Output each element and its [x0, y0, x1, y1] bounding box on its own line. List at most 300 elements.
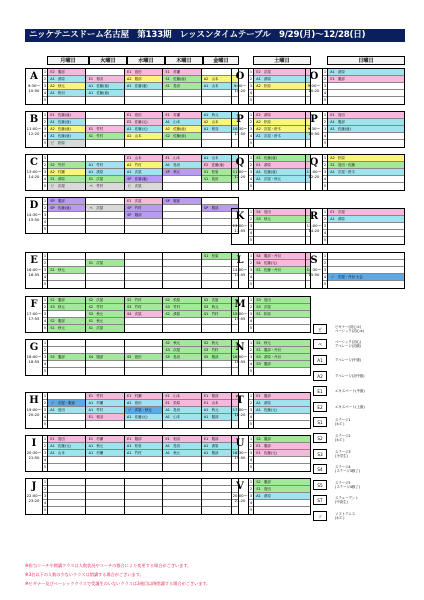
- coach-name: 秋元: [211, 305, 219, 309]
- class-slot[interactable]: [254, 112, 311, 119]
- class-slot[interactable]: [328, 119, 405, 126]
- class-slot[interactable]: [48, 318, 85, 325]
- class-slot[interactable]: [328, 126, 405, 133]
- coach-name: 竹村: [96, 305, 104, 309]
- class-code: S3: [88, 312, 94, 316]
- class-slot[interactable]: [163, 407, 200, 414]
- class-code: A1: [88, 170, 94, 174]
- class-slot[interactable]: [48, 304, 85, 311]
- class-code: S3: [256, 217, 261, 221]
- coach-name: 松原: [211, 170, 219, 174]
- class-slot[interactable]: [48, 140, 85, 147]
- class-slot[interactable]: [163, 76, 200, 83]
- class-code: S1: [88, 177, 94, 181]
- coach-name: 村瀬: [173, 70, 180, 74]
- coach-name: 秋元: [58, 84, 65, 88]
- class-slot[interactable]: [48, 297, 85, 304]
- class-slot[interactable]: [254, 155, 311, 162]
- class-slot[interactable]: [163, 400, 200, 407]
- day-column: [86, 340, 124, 375]
- day-column: [48, 253, 86, 288]
- class-slot: [163, 507, 200, 514]
- class-slot[interactable]: [125, 198, 162, 205]
- class-code: A1: [203, 127, 209, 131]
- class-slot[interactable]: [163, 347, 200, 354]
- class-slot: [163, 318, 200, 325]
- class-code: A1: [330, 70, 335, 74]
- class-slot[interactable]: [254, 340, 311, 347]
- class-slot[interactable]: [86, 407, 123, 414]
- class-slot[interactable]: [125, 297, 162, 304]
- class-slot[interactable]: [254, 311, 311, 318]
- class-slot[interactable]: [125, 393, 162, 400]
- class-slot[interactable]: [125, 83, 162, 90]
- class-code: A2: [50, 84, 55, 88]
- class-slot[interactable]: [48, 400, 85, 407]
- day-column: [48, 69, 86, 104]
- class-slot[interactable]: [254, 253, 311, 260]
- class-slot[interactable]: [125, 183, 162, 190]
- class-slot[interactable]: [125, 162, 162, 169]
- class-code: S1: [88, 326, 94, 330]
- class-slot[interactable]: [48, 69, 85, 76]
- row-numbers: 1 2 3 4 5: [43, 70, 47, 102]
- class-slot[interactable]: [86, 90, 123, 97]
- class-slot[interactable]: [163, 297, 200, 304]
- class-code: E1: [203, 437, 209, 441]
- class-slot: [125, 90, 162, 97]
- class-slot[interactable]: [328, 112, 405, 119]
- class-code: S1: [50, 268, 55, 272]
- class-slot: [48, 340, 85, 347]
- coach-name: 服部: [134, 77, 142, 81]
- class-code: S2: [165, 134, 170, 138]
- sun-block-Q: [305, 154, 405, 191]
- slot-time: 9:30～ 10:50: [307, 126, 321, 136]
- class-slot: [125, 464, 162, 471]
- class-slot[interactable]: [163, 83, 200, 90]
- class-slot[interactable]: [254, 479, 311, 486]
- class-slot[interactable]: [163, 450, 200, 457]
- class-slot: [163, 212, 200, 219]
- class-slot[interactable]: [254, 493, 311, 500]
- class-slot[interactable]: [163, 112, 200, 119]
- class-slot[interactable]: [163, 354, 200, 361]
- class-slot[interactable]: [254, 260, 311, 267]
- class-slot[interactable]: [48, 112, 85, 119]
- class-slot[interactable]: [48, 169, 85, 176]
- class-slot[interactable]: [125, 304, 162, 311]
- class-slot[interactable]: [125, 212, 162, 219]
- class-slot[interactable]: [254, 216, 311, 223]
- class-slot[interactable]: [254, 209, 311, 216]
- slot-letter: C: [30, 157, 38, 168]
- day-column: [254, 253, 311, 288]
- class-slot[interactable]: [254, 133, 311, 140]
- class-slot[interactable]: [328, 69, 405, 76]
- slot-label: [232, 479, 249, 514]
- class-slot[interactable]: [163, 162, 200, 169]
- class-slot[interactable]: [48, 76, 85, 83]
- legend-item: [313, 461, 405, 477]
- coach-name: 島田: [58, 408, 65, 412]
- class-slot[interactable]: [328, 209, 405, 216]
- class-slot[interactable]: [254, 450, 311, 457]
- class-slot[interactable]: [254, 176, 311, 183]
- class-slot[interactable]: [125, 169, 162, 176]
- note-1: ※担当コーチや開講クラスは人数状況やコーチの都合により変更する場合がございます。: [25, 563, 192, 568]
- legend-code: E2: [313, 402, 327, 412]
- slot-letter: G: [29, 342, 39, 353]
- class-slot[interactable]: [163, 198, 200, 205]
- row-numbers: 1 2 3 4 5: [43, 254, 47, 286]
- coach-name: 村瀬: [96, 437, 104, 441]
- coach-name: 次屋: [96, 326, 104, 330]
- class-slot: [163, 90, 200, 97]
- class-slot[interactable]: [254, 162, 311, 169]
- class-slot[interactable]: [125, 126, 162, 133]
- class-slot: [125, 340, 162, 347]
- class-code: A1: [88, 408, 94, 412]
- class-code: S3: [203, 305, 209, 309]
- class-code: SP: [127, 213, 132, 217]
- coach-name: 松原: [173, 401, 180, 405]
- class-code: S1: [203, 177, 209, 181]
- class-code: A1: [50, 444, 55, 448]
- class-slot[interactable]: [86, 436, 123, 443]
- class-code: S3: [256, 355, 261, 359]
- class-slot[interactable]: [86, 183, 123, 190]
- class-slot[interactable]: [125, 400, 162, 407]
- class-slot[interactable]: [125, 443, 162, 450]
- class-slot[interactable]: [48, 407, 85, 414]
- coach-name: 佐藤(亜): [58, 127, 71, 131]
- class-slot[interactable]: [48, 162, 85, 169]
- class-slot[interactable]: [254, 400, 311, 407]
- coach-name: 服部: [211, 394, 219, 398]
- class-slot[interactable]: [86, 260, 123, 267]
- coach-name: 竹村: [134, 163, 142, 167]
- slot-time: 10:30～ 11:50: [232, 126, 248, 136]
- class-slot: [86, 464, 123, 471]
- class-slot[interactable]: [48, 183, 85, 190]
- class-slot: [254, 237, 311, 244]
- class-slot: [86, 479, 123, 486]
- sun-block-P: [305, 111, 405, 148]
- class-slot[interactable]: [163, 126, 200, 133]
- class-slot[interactable]: [125, 176, 162, 183]
- day-column: [125, 393, 163, 428]
- class-code: A1: [165, 451, 170, 455]
- class-slot[interactable]: [328, 155, 405, 162]
- slot-label: [232, 297, 249, 332]
- class-slot[interactable]: [163, 393, 200, 400]
- class-slot[interactable]: [48, 83, 85, 90]
- class-slot[interactable]: [48, 176, 85, 183]
- legend-code: A1: [313, 355, 327, 365]
- class-slot[interactable]: [328, 162, 405, 169]
- slot-time: 13:00～ 14:20: [306, 223, 322, 233]
- coach-name: 次屋・鈴木: [264, 134, 281, 138]
- class-slot[interactable]: [254, 267, 311, 274]
- coach-name: 湊原: [96, 170, 104, 174]
- class-slot[interactable]: [86, 126, 123, 133]
- class-slot[interactable]: [163, 304, 200, 311]
- class-slot: [86, 155, 123, 162]
- class-slot[interactable]: [254, 443, 311, 450]
- legend-item: [313, 368, 405, 384]
- class-slot: [125, 493, 162, 500]
- class-slot[interactable]: [48, 325, 85, 332]
- class-slot[interactable]: [48, 126, 85, 133]
- class-code: S2: [165, 312, 170, 316]
- class-slot[interactable]: [86, 133, 123, 140]
- class-slot: [163, 325, 200, 332]
- class-slot[interactable]: [254, 76, 311, 83]
- class-slot[interactable]: [48, 354, 85, 361]
- class-code: A1: [88, 444, 94, 448]
- coach-name: 次屋: [338, 210, 345, 214]
- day-column: [328, 155, 405, 190]
- class-slot[interactable]: [86, 169, 123, 176]
- row-numbers: 1 2 3 4 5: [323, 254, 327, 286]
- class-slot[interactable]: [48, 119, 85, 126]
- class-slot[interactable]: [254, 393, 311, 400]
- class-slot[interactable]: [163, 169, 200, 176]
- class-code: SP: [165, 170, 170, 174]
- class-slot: [48, 507, 85, 514]
- class-slot: [125, 457, 162, 464]
- class-slot[interactable]: [254, 119, 311, 126]
- slot-label: [26, 393, 43, 428]
- class-slot: [86, 119, 123, 126]
- class-slot[interactable]: [125, 76, 162, 83]
- class-slot[interactable]: [254, 169, 311, 176]
- class-slot[interactable]: [125, 450, 162, 457]
- day-column: [254, 297, 311, 332]
- class-slot: [86, 281, 123, 288]
- coach-name: 竹村: [96, 127, 104, 131]
- class-slot[interactable]: [48, 443, 85, 450]
- class-slot[interactable]: [125, 311, 162, 318]
- class-slot: [48, 421, 85, 428]
- class-slot: [163, 226, 200, 233]
- day-column: [86, 69, 124, 104]
- class-slot[interactable]: [125, 155, 162, 162]
- class-slot[interactable]: [163, 311, 200, 318]
- class-code: ぺ: [89, 184, 93, 188]
- class-slot[interactable]: [254, 347, 311, 354]
- class-slot[interactable]: [163, 69, 200, 76]
- class-slot: [163, 500, 200, 507]
- class-slot[interactable]: [254, 69, 311, 76]
- class-slot[interactable]: [328, 76, 405, 83]
- class-slot: [125, 361, 162, 368]
- class-slot[interactable]: [254, 486, 311, 493]
- class-slot[interactable]: [254, 361, 311, 368]
- class-slot[interactable]: [86, 450, 123, 457]
- row-numbers: 1 2 3 4 5: [249, 298, 253, 330]
- class-slot[interactable]: [125, 205, 162, 212]
- coach-name: 松原: [264, 312, 271, 316]
- class-code: A1: [127, 415, 132, 419]
- class-slot[interactable]: [125, 414, 162, 421]
- class-slot[interactable]: [254, 407, 311, 414]
- class-slot[interactable]: [86, 176, 123, 183]
- class-slot: [125, 479, 162, 486]
- class-slot[interactable]: [254, 83, 311, 90]
- coach-name: 島田: [134, 355, 142, 359]
- class-slot: [86, 69, 123, 76]
- class-slot[interactable]: [163, 119, 200, 126]
- class-slot[interactable]: [86, 76, 123, 83]
- class-slot[interactable]: [125, 112, 162, 119]
- class-slot[interactable]: [86, 443, 123, 450]
- day-column: [254, 393, 311, 428]
- class-slot: [254, 223, 311, 230]
- day-column: [125, 253, 163, 288]
- class-slot[interactable]: [48, 90, 85, 97]
- coach-name: 山本: [173, 120, 180, 124]
- class-slot[interactable]: [86, 162, 123, 169]
- sat-block-T: [231, 392, 311, 429]
- class-slot[interactable]: [86, 354, 123, 361]
- class-code: S4: [127, 312, 132, 316]
- class-slot[interactable]: [86, 304, 123, 311]
- slot-letter: K: [235, 211, 245, 222]
- class-code: A1: [256, 408, 261, 412]
- class-slot[interactable]: [48, 133, 85, 140]
- class-slot[interactable]: [86, 414, 123, 421]
- class-slot[interactable]: [163, 414, 200, 421]
- class-slot[interactable]: [86, 318, 123, 325]
- class-slot[interactable]: [48, 198, 85, 205]
- class-slot: [254, 500, 311, 507]
- slot-time: 13:00～ 13:55: [232, 223, 248, 233]
- class-slot[interactable]: [86, 83, 123, 90]
- slot-letter: H: [29, 395, 39, 406]
- class-slot[interactable]: [125, 69, 162, 76]
- class-slot[interactable]: [125, 436, 162, 443]
- legend-item: [313, 446, 405, 462]
- coach-name: 島田: [173, 355, 180, 359]
- class-slot: [328, 140, 405, 147]
- class-slot: [86, 226, 123, 233]
- class-slot[interactable]: [125, 354, 162, 361]
- day-column: [125, 297, 163, 332]
- class-slot[interactable]: [254, 297, 311, 304]
- class-slot[interactable]: [163, 340, 200, 347]
- class-code: E1: [330, 210, 335, 214]
- coach-name: 次屋: [264, 305, 271, 309]
- class-slot[interactable]: [86, 325, 123, 332]
- class-slot[interactable]: [125, 119, 162, 126]
- slot-letter: E: [30, 255, 38, 266]
- class-slot[interactable]: [254, 126, 311, 133]
- class-slot[interactable]: [86, 400, 123, 407]
- class-slot[interactable]: [254, 436, 311, 443]
- class-slot[interactable]: [163, 436, 200, 443]
- class-slot[interactable]: [48, 450, 85, 457]
- class-slot[interactable]: [48, 436, 85, 443]
- class-slot[interactable]: [163, 155, 200, 162]
- class-code: A2: [256, 120, 261, 124]
- class-code: A2: [50, 127, 55, 131]
- class-code: A1: [88, 163, 94, 167]
- class-slot[interactable]: [125, 133, 162, 140]
- coach-name: 湊原: [264, 401, 271, 405]
- class-slot: [48, 486, 85, 493]
- class-slot[interactable]: [86, 393, 123, 400]
- class-slot[interactable]: [86, 311, 123, 318]
- coach-name: 服部: [134, 437, 142, 441]
- slot-time: 22:00～ 23:20: [26, 493, 42, 503]
- class-slot: [328, 223, 405, 230]
- class-slot[interactable]: [254, 304, 311, 311]
- class-slot: [125, 507, 162, 514]
- row-numbers: 1 2 3 4 5: [323, 70, 327, 102]
- class-slot[interactable]: [328, 169, 405, 176]
- legend-code: ST: [313, 495, 327, 505]
- class-code: S1: [330, 163, 335, 167]
- class-slot: [125, 421, 162, 428]
- class-code: A2: [256, 127, 261, 131]
- header-thu: 木曜日: [165, 56, 203, 65]
- class-code: E1: [127, 113, 132, 117]
- row-numbers: 1 2 3 4 5: [249, 437, 253, 469]
- class-slot: [48, 260, 85, 267]
- class-slot[interactable]: [125, 407, 162, 414]
- coach-name: 山本: [58, 451, 65, 455]
- day-column: [163, 479, 201, 514]
- class-code: S2: [50, 298, 55, 302]
- coach-name: 秋元: [211, 113, 219, 117]
- header-mon: 月曜日: [47, 56, 89, 65]
- coach-name: 竹村: [96, 408, 104, 412]
- slot-letter: T: [236, 395, 244, 406]
- coach-name: 島田: [134, 70, 142, 74]
- class-slot[interactable]: [48, 205, 85, 212]
- class-code: A1: [203, 408, 209, 412]
- slot-letter: P: [236, 114, 244, 125]
- class-slot: [163, 176, 200, 183]
- class-slot[interactable]: [163, 443, 200, 450]
- class-slot: [86, 212, 123, 219]
- class-slot[interactable]: [254, 354, 311, 361]
- class-slot: [125, 500, 162, 507]
- class-slot[interactable]: [86, 297, 123, 304]
- class-slot[interactable]: [328, 216, 405, 223]
- header-sun: 日曜日: [327, 56, 405, 65]
- class-slot[interactable]: [86, 205, 123, 212]
- class-slot[interactable]: [328, 274, 405, 281]
- class-code: S1: [256, 312, 261, 316]
- class-code: A1: [127, 451, 132, 455]
- coach-name: 次屋: [264, 70, 271, 74]
- class-slot: [125, 140, 162, 147]
- class-slot[interactable]: [48, 267, 85, 274]
- coach-name: 次屋: [134, 170, 142, 174]
- class-slot: [86, 457, 123, 464]
- class-code: S1: [256, 487, 261, 491]
- slot-time: 11:00～ 12:20: [306, 169, 322, 179]
- day-column: [328, 253, 405, 288]
- class-slot: [48, 500, 85, 507]
- slot-time: 14:00～ 14:55: [232, 267, 248, 277]
- class-slot[interactable]: [163, 133, 200, 140]
- class-slot: [254, 464, 311, 471]
- class-code: A1: [330, 127, 335, 131]
